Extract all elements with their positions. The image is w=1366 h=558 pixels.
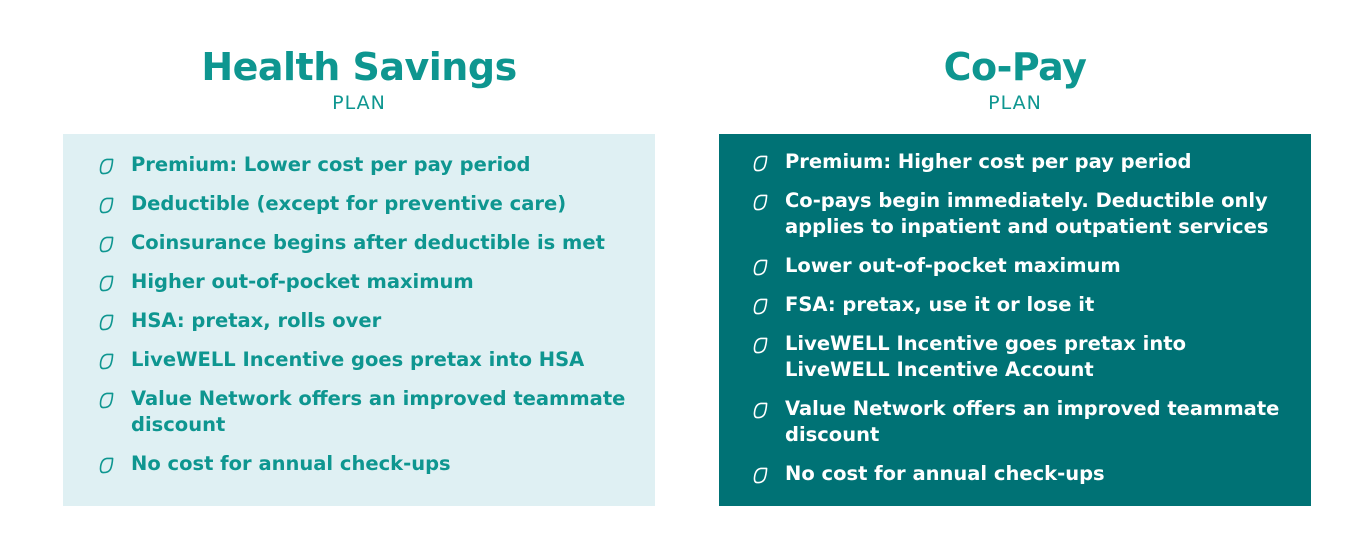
feature-item bbox=[753, 461, 1291, 487]
leaf-icon bbox=[753, 402, 768, 419]
leaf-icon bbox=[99, 314, 114, 331]
leaf-icon bbox=[99, 275, 114, 292]
feature-text: Co-pays begin immediately. Deductible only applies to inpatient and outpatient services bbox=[785, 189, 1269, 238]
leaf-icon bbox=[753, 155, 768, 172]
leaf-icon bbox=[99, 392, 114, 409]
plan-subtitle: PLAN bbox=[988, 92, 1042, 114]
leaf-icon bbox=[99, 197, 114, 214]
feature-item bbox=[99, 191, 635, 217]
feature-item bbox=[99, 386, 635, 438]
plan-subtitle: PLAN bbox=[332, 92, 386, 114]
feature-item bbox=[753, 292, 1291, 318]
feature-text: LiveWELL Incentive goes pretax into HSA bbox=[131, 348, 585, 371]
leaf-icon bbox=[753, 259, 768, 276]
feature-text: Premium: Higher cost per pay period bbox=[785, 150, 1192, 173]
co-pay-features-panel bbox=[719, 134, 1311, 506]
feature-item bbox=[753, 149, 1291, 175]
plan-title: Health Savings bbox=[201, 45, 517, 89]
feature-text: LiveWELL Incentive goes pretax into LiveWELL Incentive Account bbox=[785, 332, 1186, 381]
feature-item bbox=[99, 152, 635, 178]
feature-list bbox=[753, 149, 1291, 487]
feature-item bbox=[99, 308, 635, 334]
leaf-icon bbox=[753, 337, 768, 354]
feature-item bbox=[99, 230, 635, 256]
leaf-icon bbox=[753, 298, 768, 315]
feature-item bbox=[753, 331, 1291, 383]
feature-text: Premium: Lower cost per pay period bbox=[131, 153, 531, 176]
leaf-icon bbox=[99, 158, 114, 175]
leaf-icon bbox=[99, 457, 114, 474]
feature-text: No cost for annual check-ups bbox=[785, 462, 1105, 485]
feature-text: Coinsurance begins after deductible is met bbox=[131, 231, 605, 254]
feature-item bbox=[99, 451, 635, 477]
feature-item bbox=[753, 396, 1291, 448]
leaf-icon bbox=[99, 353, 114, 370]
feature-list bbox=[99, 152, 635, 477]
leaf-icon bbox=[753, 467, 768, 484]
leaf-icon bbox=[99, 236, 114, 253]
feature-text: HSA: pretax, rolls over bbox=[131, 309, 382, 332]
feature-text: No cost for annual check-ups bbox=[131, 452, 451, 475]
feature-item bbox=[753, 188, 1291, 240]
feature-text: Deductible (except for preventive care) bbox=[131, 192, 567, 215]
feature-text: Lower out-of-pocket maximum bbox=[785, 254, 1121, 277]
health-savings-features-panel bbox=[63, 134, 655, 506]
feature-text: FSA: pretax, use it or lose it bbox=[785, 293, 1095, 316]
feature-text: Value Network offers an improved teammate discount bbox=[785, 397, 1280, 446]
feature-text: Higher out-of-pocket maximum bbox=[131, 270, 474, 293]
feature-text: Value Network offers an improved teammate discount bbox=[131, 387, 626, 436]
feature-item bbox=[99, 269, 635, 295]
feature-item bbox=[99, 347, 635, 373]
plan-title: Co-Pay bbox=[943, 45, 1087, 89]
leaf-icon bbox=[753, 194, 768, 211]
feature-item bbox=[753, 253, 1291, 279]
